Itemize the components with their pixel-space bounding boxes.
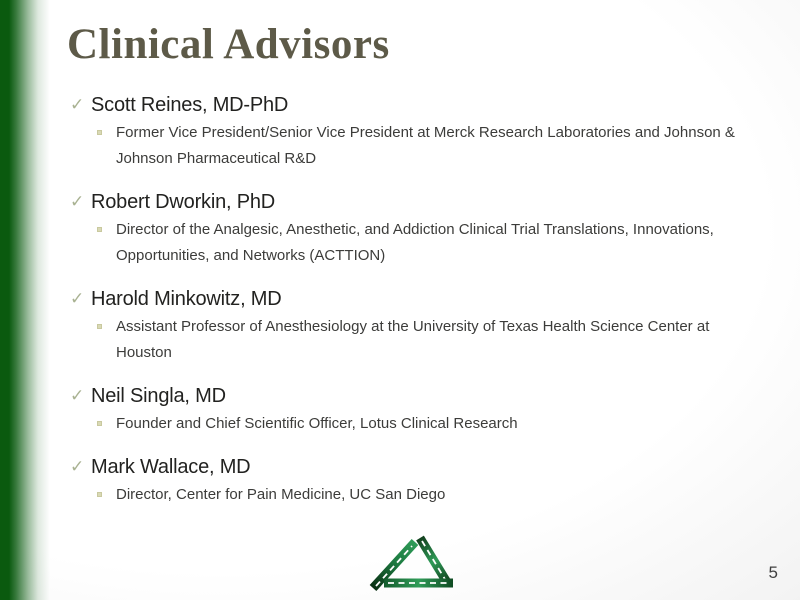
advisor-detail-row xyxy=(97,482,780,508)
advisor-detail-row xyxy=(97,314,780,366)
advisor-detail-row xyxy=(97,411,780,437)
square-bullet-icon xyxy=(97,492,102,497)
advisor-list xyxy=(70,92,780,525)
advisor-heading xyxy=(70,383,780,409)
square-bullet-icon xyxy=(97,421,102,426)
advisor-entry xyxy=(70,383,780,437)
square-bullet-icon xyxy=(97,324,102,329)
advisor-heading xyxy=(70,189,780,215)
advisor-entry xyxy=(70,454,780,508)
advisor-detail: Founder and Chief Scientific Officer, Lotus Clinical Research xyxy=(116,415,518,432)
left-green-gradient-bar xyxy=(0,0,50,600)
square-bullet-icon xyxy=(97,227,102,232)
green-road-triangle-logo xyxy=(366,534,456,594)
checkmark-icon: ✓ xyxy=(70,95,85,114)
checkmark-icon: ✓ xyxy=(70,386,85,405)
advisor-heading xyxy=(70,454,780,480)
square-bullet-icon xyxy=(97,130,102,135)
advisor-detail: Director of the Analgesic, Anesthetic, and Addiction Clinical Trial Translations, Innovations, Opportunities, and Networks (ACTTION) xyxy=(116,221,714,264)
advisor-heading xyxy=(70,286,780,312)
page-number: 5 xyxy=(768,563,778,582)
advisor-detail: Former Vice President/Senior Vice President at Merck Research Laboratories and Johnson & Johnson Pharmaceutical R&D xyxy=(116,124,735,167)
advisor-name: Mark Wallace, MD xyxy=(91,456,251,478)
advisor-name: Harold Minkowitz, MD xyxy=(91,288,282,310)
advisor-detail-row xyxy=(97,217,780,269)
advisor-heading xyxy=(70,92,780,118)
advisor-name: Robert Dworkin, PhD xyxy=(91,191,276,213)
advisor-detail: Director, Center for Pain Medicine, UC San Diego xyxy=(116,486,446,503)
advisor-detail: Assistant Professor of Anesthesiology at the University of Texas Health Science Center at Houston xyxy=(116,318,710,361)
checkmark-icon: ✓ xyxy=(70,289,85,308)
advisor-entry xyxy=(70,189,780,269)
advisor-entry xyxy=(70,286,780,366)
advisor-entry xyxy=(70,92,780,172)
advisor-name: Neil Singla, MD xyxy=(91,385,226,407)
checkmark-icon: ✓ xyxy=(70,457,85,476)
checkmark-icon: ✓ xyxy=(70,192,85,211)
advisor-detail-row xyxy=(97,120,780,172)
slide-title: Clinical Advisors xyxy=(67,21,390,68)
advisor-name: Scott Reines, MD-PhD xyxy=(91,94,289,116)
